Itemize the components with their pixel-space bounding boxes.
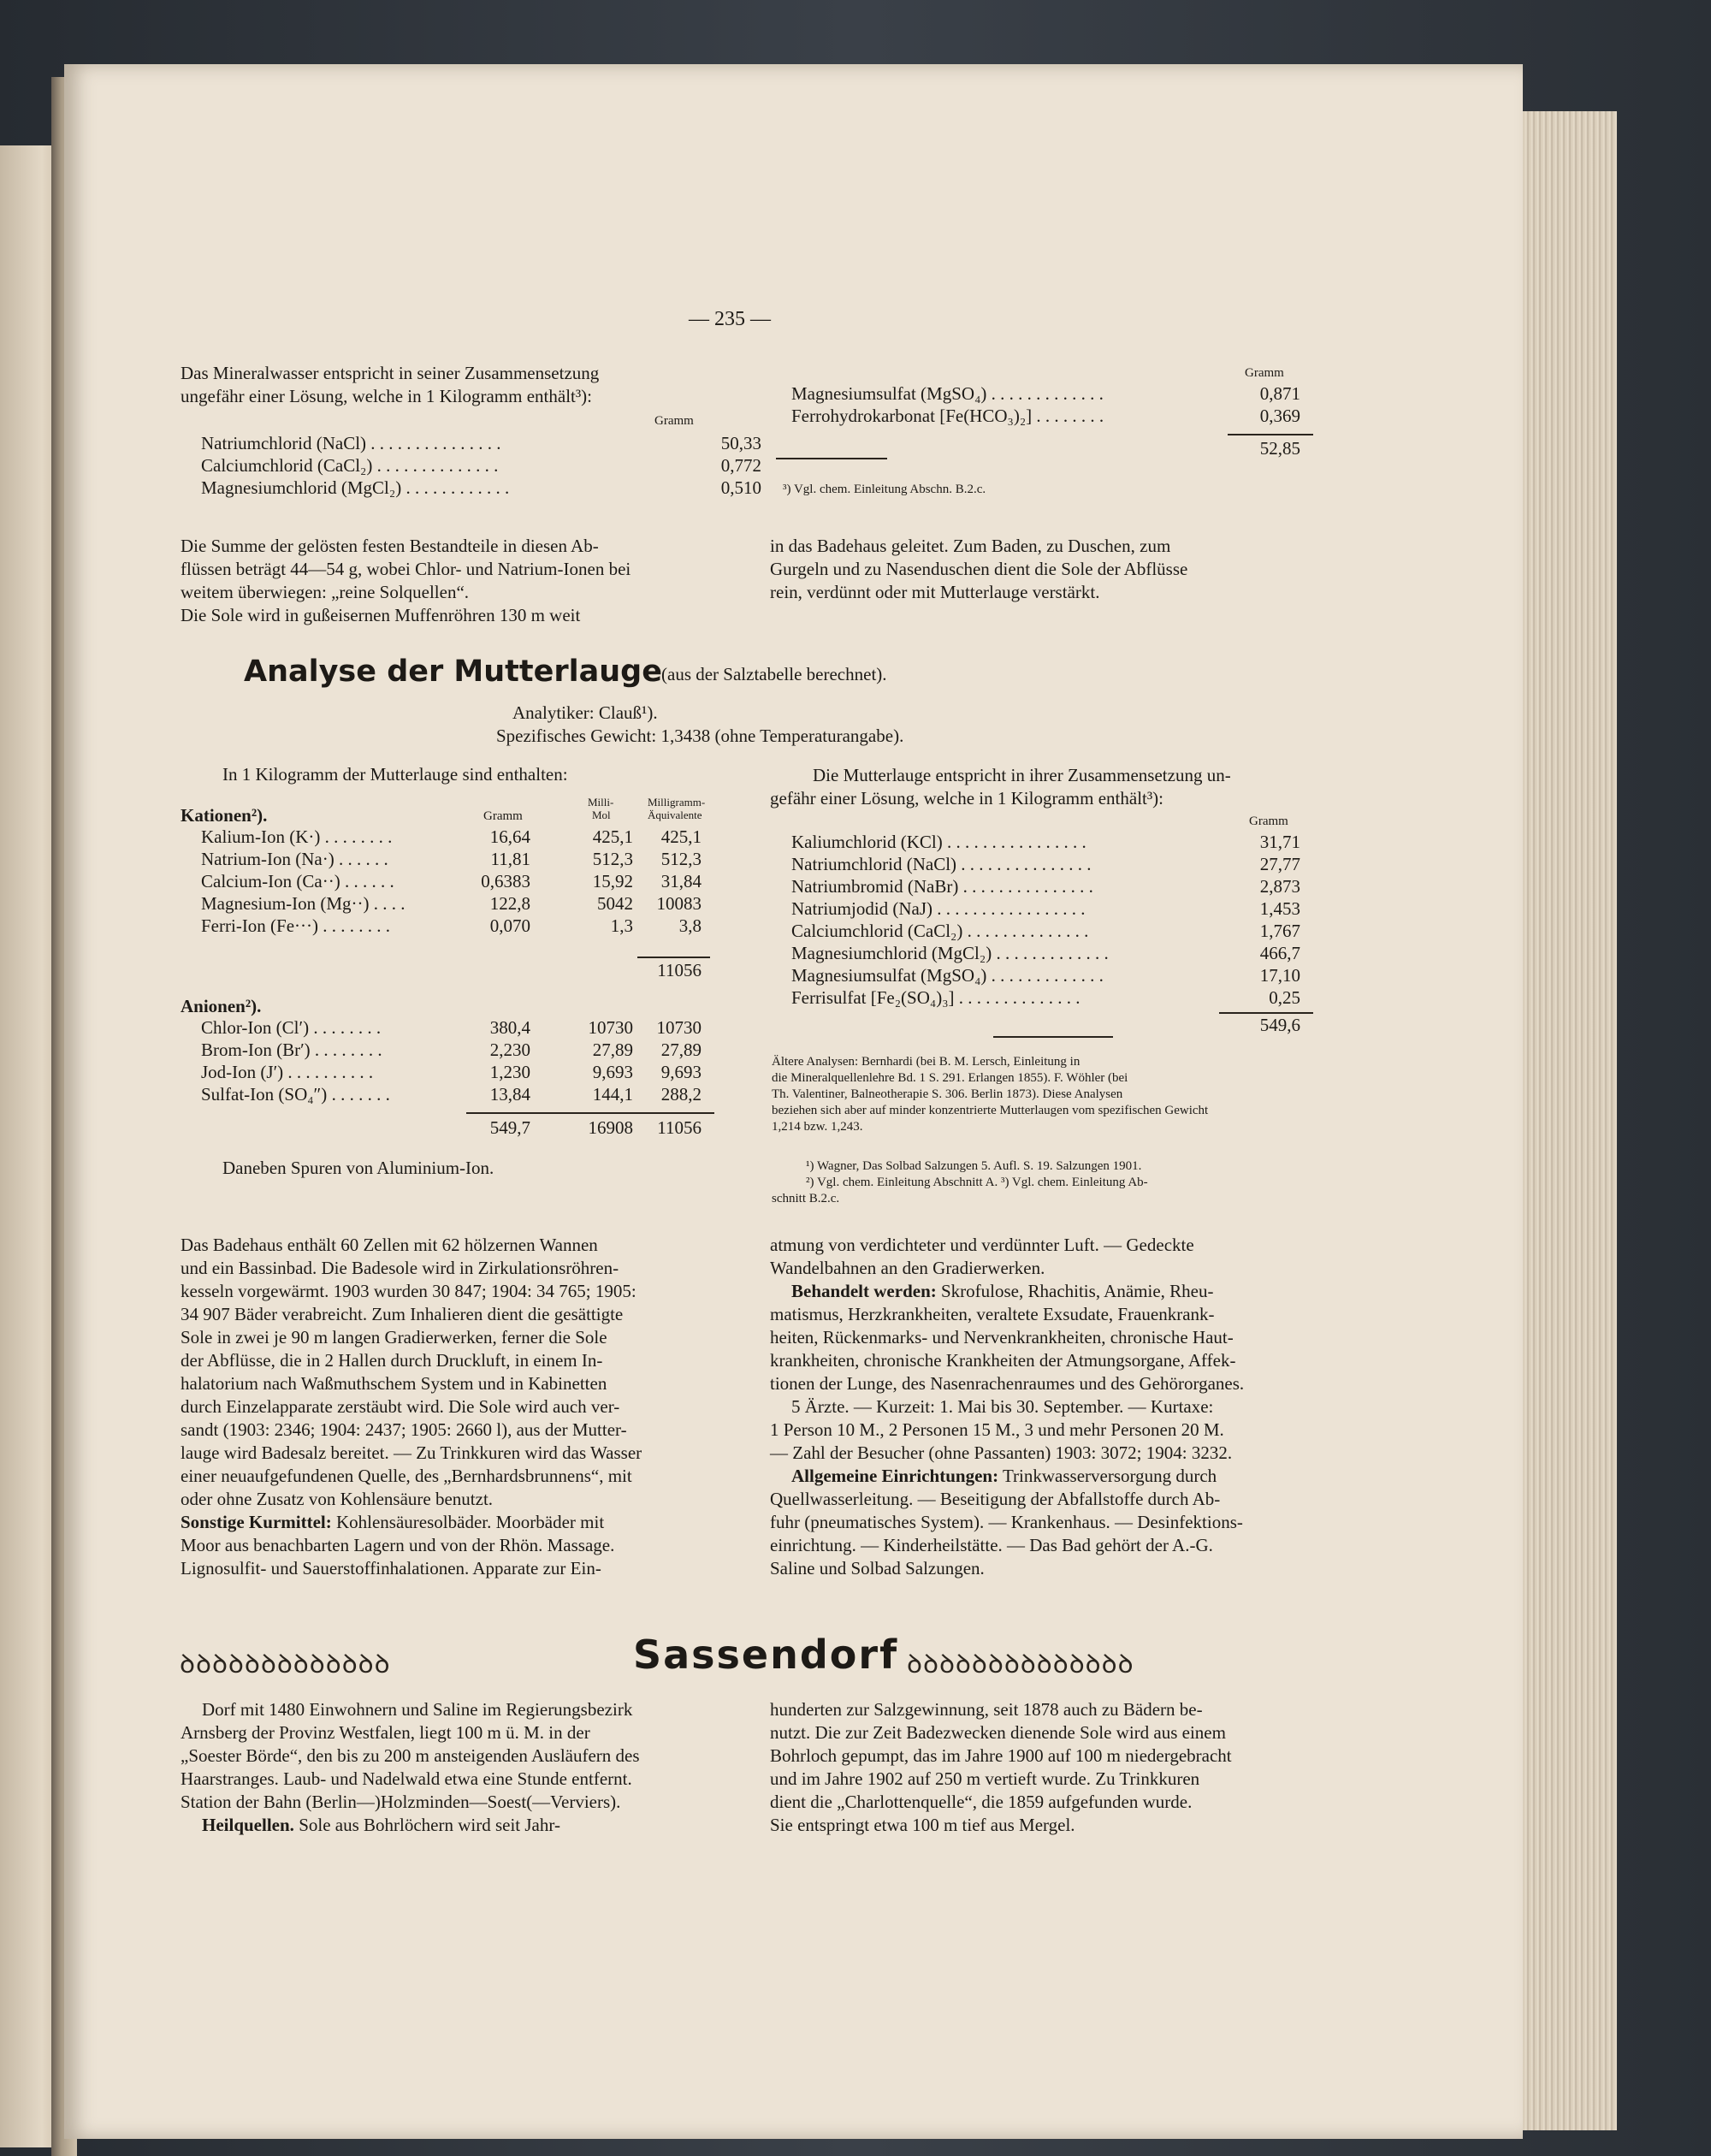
text-line: Ältere Analysen: Bernhardi (bei B. M. Lersch, Einleitung in [772,1055,1080,1069]
text-line: schnitt B.2.c. [772,1192,840,1205]
leader-dots: . . . . . . . . . . . . . [992,943,1109,963]
text-line: beziehen sich aber auf minder konzentrierte Mutterlaugen vom spezifischen Gewicht [772,1104,1209,1117]
run-in-heading: Allgemeine Einrichtungen: [791,1466,999,1486]
ornament-right: ꝺꝺꝺꝺꝺꝺꝺꝺꝺꝺꝺꝺꝺꝺ [907,1650,1134,1679]
text-line: halatorium nach Waßmuthschem System und in Kabinetten [181,1373,607,1394]
text-line: durch Einzelapparate zerstäubt wird. Die Sole wird auch ver- [181,1396,620,1417]
run-in-heading: Behandelt werden: [791,1281,937,1301]
sum-rule [466,1112,714,1114]
value-mval: 27,89 [660,1040,702,1060]
salt-name: Magnesiumsulfat (MgSO₄) [791,965,987,986]
text-line: atmung von verdichteter und verdünnter Luft. — Gedeckte [770,1235,1194,1255]
value-mmol: 425,1 [592,826,633,847]
footnote-rule [776,458,887,459]
leader-dots: . . . . . . . . [320,826,393,847]
value-mval: 10730 [656,1017,702,1038]
text-line: — Zahl der Besucher (ohne Passanten) 1903: 3072; 1904: 3232. [770,1442,1233,1463]
sum-rule [637,957,710,958]
salt-value: 31,71 [1259,832,1300,852]
table-row [791,986,1080,1009]
text-line: in das Badehaus geleitet. Zum Baden, zu Duschen, zum [770,536,1171,556]
traces-note: Daneben Spuren von Aluminium-Ion. [222,1158,494,1178]
text-line: kesseln vorgewärmt. 1903 wurden 30 847; 1904: 34 765; 1905: [181,1281,636,1301]
leader-dots: . . . . [369,893,406,914]
text-line: 1 Person 10 M., 2 Personen 15 M., 3 und mehr Personen 20 M. [770,1419,1224,1440]
value-gramm: 16,64 [489,826,530,847]
value-gramm: 0,070 [489,915,530,936]
text-line: Wandelbahnen an den Gradierwerken. [770,1258,1045,1278]
table-row [201,870,394,892]
table-value: 0,510 [720,477,761,498]
table-row [201,1039,382,1061]
table-row [791,964,1104,986]
table-value: 0,772 [720,455,761,476]
table-row: Magnesiumsulfat (MgSO₄) . . . . . . . . . . . . . [791,383,1104,404]
text-line: Th. Valentiner, Balneotherapie S. 306. Berlin 1873). Diese Analysen [772,1087,1123,1101]
text-line: Saline und Solbad Salzungen. [770,1558,985,1578]
leader-dots: . . . . . . [340,871,394,891]
text-line: ²) Vgl. chem. Einleitung Abschnitt A. ³) Vgl. chem. Einleitung Ab- [806,1176,1148,1189]
value-mval: 288,2 [660,1084,702,1105]
table-row [201,1016,381,1039]
ion-name: Magnesium-Ion (Mg··) [201,893,370,914]
text-line: tionen der Lunge, des Nasenrachenraumes und des Gehörorganes. [770,1373,1245,1394]
text-line: und im Jahre 1902 auf 250 m vertieft wurde. Zu Trinkkuren [770,1768,1200,1789]
value-mmol: 512,3 [592,849,633,869]
table-row: Calciumchlorid (CaCl₂) . . . . . . . . . . . . . . [201,455,499,476]
paragraph-sassendorf-left [181,1698,805,1837]
leader-dots: . . . . . . . . . . . . . [986,965,1104,986]
salt-name: Natriumbromid (NaBr) [791,876,959,897]
text-line: 34 907 Bäder verabreicht. Zum Inhalieren dient die gesättigte [181,1304,624,1324]
table-row [201,826,392,848]
ion-name: Natrium-Ion (Na·) [201,849,335,869]
text-line: 5 Ärzte. — Kurzeit: 1. Mai bis 30. September. — Kurtaxe: [791,1396,1214,1417]
salt-name: Natriumchlorid (NaCl) [791,854,957,874]
footnote: ³) Vgl. chem. Einleitung Abschn. B.2.c. [783,483,986,496]
text-line: fuhr (pneumatisches System). — Krankenhaus. — Desinfektions- [770,1512,1243,1532]
mutterlauge-intro [770,764,1394,810]
table-row [791,920,1088,942]
text-line: Quellwasserleitung. — Beseitigung der Abfallstoffe durch Ab- [770,1489,1221,1509]
analysis-title: Analyse der Mutterlauge [244,654,662,689]
value-mval: 3,8 [678,915,702,936]
table-row [201,892,406,915]
salt-value: 0,25 [1269,987,1300,1008]
leader-dots: . . . . . . . . [318,915,391,936]
salt-value: 1,453 [1259,898,1300,919]
text-line: Die Summe der gelösten festen Bestandteile in diesen Ab- [181,536,599,556]
column-header-mmol: Mol [592,808,611,821]
column-header-gramm: Gramm [483,809,523,823]
value-gramm: 122,8 [489,893,530,914]
text-line: Station der Bahn (Berlin—)Holzminden—Soest(—Verviers). [181,1792,621,1812]
text-line: einer neuaufgefundenen Quelle, des „Bernhardsbrunnens“, mit [181,1466,632,1486]
text-line: Arnsberg der Provinz Westfalen, liegt 100 m ü. M. in der [181,1722,590,1743]
table-row [791,853,1092,875]
value-mval: 425,1 [660,826,702,847]
leader-dots: . . . . . . . . . . . . . . . . [942,832,1086,852]
table-value: 50,33 [720,433,761,453]
paragraph-badehaus [181,1234,805,1580]
table-row [201,1083,390,1105]
table-row [201,915,390,937]
text-line: einrichtung. — Kinderheilstätte. — Das Bad gehört der A.-G. [770,1535,1213,1555]
salt-name: Magnesiumchlorid (MgCl₂) [791,943,992,963]
text-line: gefähr einer Lösung, welche in 1 Kilogramm enthält³): [770,788,1163,808]
value-mmol: 10730 [588,1017,633,1038]
text-line: dient die „Charlottenquelle“, die 1859 aufgefunden wurde. [770,1792,1193,1812]
value-mmol: 15,92 [592,871,633,891]
salts-total: 549,6 [1259,1015,1300,1035]
salt-name: Ferrisulfat [Fe₂(SO₄)₃] [791,987,955,1008]
table-row [201,1061,373,1083]
text-line: flüssen beträgt 44—54 g, wobei Chlor- und Natrium-Ionen bei [181,559,631,579]
salt-value: 1,767 [1259,921,1300,941]
text-line: „Soester Börde“, den bis zu 200 m ansteigenden Ausläufern des [181,1745,640,1766]
salt-value: 2,873 [1259,876,1300,897]
value-gramm: 0,6383 [481,871,530,891]
text-line: ¹) Wagner, Das Solbad Salzungen 5. Aufl. S. 19. Salzungen 1901. [806,1159,1142,1173]
text-line: nutzt. Die zur Zeit Badezwecken dienende Sole wird aus einem [770,1722,1226,1743]
salt-value: 17,10 [1259,965,1300,986]
text-line: matismus, Herzkrankheiten, veraltete Exsudate, Frauenkrank- [770,1304,1215,1324]
text-line: ungefähr einer Lösung, welche in 1 Kilogramm enthält³): [181,386,592,406]
analysis-intro: In 1 Kilogramm der Mutterlauge sind enthalten: [222,764,568,785]
leader-dots: . . . . . . . . . . . . . . . . . [932,898,1086,919]
older-analyses [772,1054,1396,1135]
text-line: weitem überwiegen: „reine Solquellen“. [181,582,470,602]
table-row [201,848,388,870]
ornament-left: ꝺꝺꝺꝺꝺꝺꝺꝺꝺꝺꝺꝺꝺ [180,1650,391,1679]
unit-label: Gramm [1245,366,1284,380]
page-number: — 235 — [689,308,771,330]
text-line: Allgemeine Einrichtungen: Trinkwasserversorgung durch [791,1466,1217,1486]
text-line: Heilquellen. Sole aus Bohrlöchern wird seit Jahr- [202,1815,560,1835]
value-mmol: 27,89 [592,1040,633,1060]
total-gramm: 549,7 [489,1117,530,1138]
table-value: 0,871 [1259,383,1300,404]
footnote-rule [993,1036,1113,1038]
leader-dots: . . . . . . . . [309,1017,382,1038]
value-mval: 512,3 [660,849,702,869]
text-line: Die Mutterlauge entspricht in ihrer Zusammensetzung un- [813,765,1231,785]
ion-name: Calcium-Ion (Ca··) [201,871,340,891]
text-line: Sole in zwei je 90 m langen Gradierwerken, ferner die Sole [181,1327,607,1348]
table-row: Magnesiumchlorid (MgCl₂) . . . . . . . . . . . . [201,477,510,498]
value-gramm: 380,4 [489,1017,530,1038]
leader-dots: . . . . . . . . . . . . . . [954,987,1080,1008]
table-row: Natriumchlorid (NaCl) . . . . . . . . . . . . . . . [201,433,501,453]
text-line: die Mineralquellenlehre Bd. 1 S. 291. Erlangen 1855). F. Wöhler (bei [772,1071,1128,1085]
anionen-label: Anionen²). [181,996,262,1016]
text-line: Die Sole wird in gußeisernen Muffenröhren 130 m weit [181,605,581,625]
text-line: hunderten zur Salzgewinnung, seit 1878 auch zu Bädern be- [770,1699,1203,1720]
analysis-subtitle: (aus der Salztabelle berechnet). [661,664,887,684]
text-line: und ein Bassinbad. Die Badesole wird in Zirkulationsröhren- [181,1258,619,1278]
text-line: Moor aus benachbarten Lagern und von der Rhön. Massage. [181,1535,615,1555]
run-in-heading: Heilquellen. [202,1815,294,1835]
text-line: sandt (1903: 2346; 1904: 2437; 1905: 2660 l), aus der Mutter- [181,1419,627,1440]
kationen-label: Kationen²). [181,805,268,826]
text-line: Sonstige Kurmittel: Kohlensäuresolbäder. Moorbäder mit [181,1512,605,1532]
unit-label: Gramm [1249,814,1288,828]
value-mval: 9,693 [660,1062,702,1082]
table-row [791,875,1093,897]
text-line: Lignosulfit- und Sauerstoffinhalationen. Apparate zur Ein- [181,1558,601,1578]
value-gramm: 2,230 [489,1040,530,1060]
text-line: 1,214 bzw. 1,243. [772,1120,863,1134]
column-header-mval: Äquivalente [648,808,702,821]
ion-name: Ferri-Ion (Fe···) [201,915,319,936]
value-mval: 31,84 [660,871,702,891]
section-title: Sassendorf [633,1632,899,1678]
salt-value: 466,7 [1259,943,1300,963]
footnotes [772,1158,1396,1207]
value-gramm: 13,84 [489,1084,530,1105]
text-line: Sie entspringt etwa 100 m tief aus Mergel. [770,1815,1075,1835]
table-total: 52,85 [1259,438,1300,459]
total-mval: 11056 [657,1117,702,1138]
leader-dots: . . . . . . . . [310,1040,382,1060]
value-mmol: 5042 [597,893,633,914]
analyst: Analytiker: Clauß¹). [512,702,658,723]
paragraph-sassendorf-right [770,1698,1394,1837]
leader-dots: . . . . . . [334,849,388,869]
text-line: lauge wird Badesalz bereitet. — Zu Trinkkuren wird das Wasser [181,1442,642,1463]
kationen-sum: 11056 [657,960,702,980]
paragraph-badehaus-intro [770,535,1394,604]
value-mmol: 144,1 [592,1084,633,1105]
text-line: Bohrloch gepumpt, das im Jahre 1900 auf 100 m niedergebracht [770,1745,1232,1766]
text-line: krankheiten, chronische Krankheiten der Atmungsorgane, Affek- [770,1350,1236,1371]
table-value: 0,369 [1259,406,1300,426]
total-mmol: 16908 [588,1117,633,1138]
text-line: der Abflüsse, die in 2 Hallen durch Druckluft, in einem In- [181,1350,603,1371]
sum-rule [1228,434,1313,435]
paragraph-indications [770,1234,1394,1580]
text-line: heiten, Rückenmarks- und Nervenkrankheiten, chronische Haut- [770,1327,1234,1348]
run-in-heading: Sonstige Kurmittel: [181,1512,332,1532]
text-line: rein, verdünnt oder mit Mutterlauge verstärkt. [770,582,1100,602]
value-mval: 10083 [656,893,702,914]
column-header-mval: Milligramm- [648,796,706,808]
ion-name: Kalium-Ion (K·) [201,826,321,847]
leader-dots: . . . . . . . . . . . . . . [962,921,1089,941]
ion-name: Brom-Ion (Br′) [201,1040,311,1060]
leader-dots: . . . . . . . . . . . . . . . [956,854,1092,874]
ion-name: Jod-Ion (J′) [201,1062,284,1082]
table-row [791,831,1086,853]
specific-gravity: Spezifisches Gewicht: 1,3438 (ohne Temperaturangabe). [496,726,904,746]
table-row [791,897,1086,920]
salt-value: 27,77 [1259,854,1300,874]
leader-dots: . . . . . . . . . . . . . . . [958,876,1093,897]
value-gramm: 1,230 [489,1062,530,1082]
leader-dots: . . . . . . . [327,1084,390,1105]
ion-name: Sulfat-Ion (SO₄″) [201,1084,328,1105]
text-line: oder ohne Zusatz von Kohlensäure benutzt. [181,1489,494,1509]
book-page [64,64,1523,2139]
ion-name: Chlor-Ion (Cl′) [201,1017,310,1038]
text-line: Dorf mit 1480 Einwohnern und Saline im Regierungsbezirk [202,1699,633,1720]
column-header-mmol: Milli- [588,796,614,808]
table-row [791,942,1109,964]
salt-name: Calciumchlorid (CaCl₂) [791,921,963,941]
table-row: Ferrohydrokarbonat [Fe(HCO₃)₂] . . . . . . . . [791,406,1104,426]
unit-label: Gramm [654,414,694,428]
value-mmol: 1,3 [610,915,633,936]
salt-name: Natriumjodid (NaJ) [791,898,933,919]
text-line: Das Mineralwasser entspricht in seiner Zusammensetzung [181,363,600,383]
leader-dots: . . . . . . . . . . [283,1062,374,1082]
value-mmol: 9,693 [592,1062,633,1082]
value-gramm: 11,81 [490,849,530,869]
top-left-intro [181,362,805,408]
text-line: Behandelt werden: Skrofulose, Rhachitis, Anämie, Rheu- [791,1281,1214,1301]
text-line: Gurgeln und zu Nasenduschen dient die Sole der Abflüsse [770,559,1188,579]
paragraph-summe [181,535,805,627]
text-line: Das Badehaus enthält 60 Zellen mit 62 hölzernen Wannen [181,1235,598,1255]
text-line: Haarstranges. Laub- und Nadelwald etwa eine Stunde entfernt. [181,1768,632,1789]
salt-name: Kaliumchlorid (KCl) [791,832,943,852]
